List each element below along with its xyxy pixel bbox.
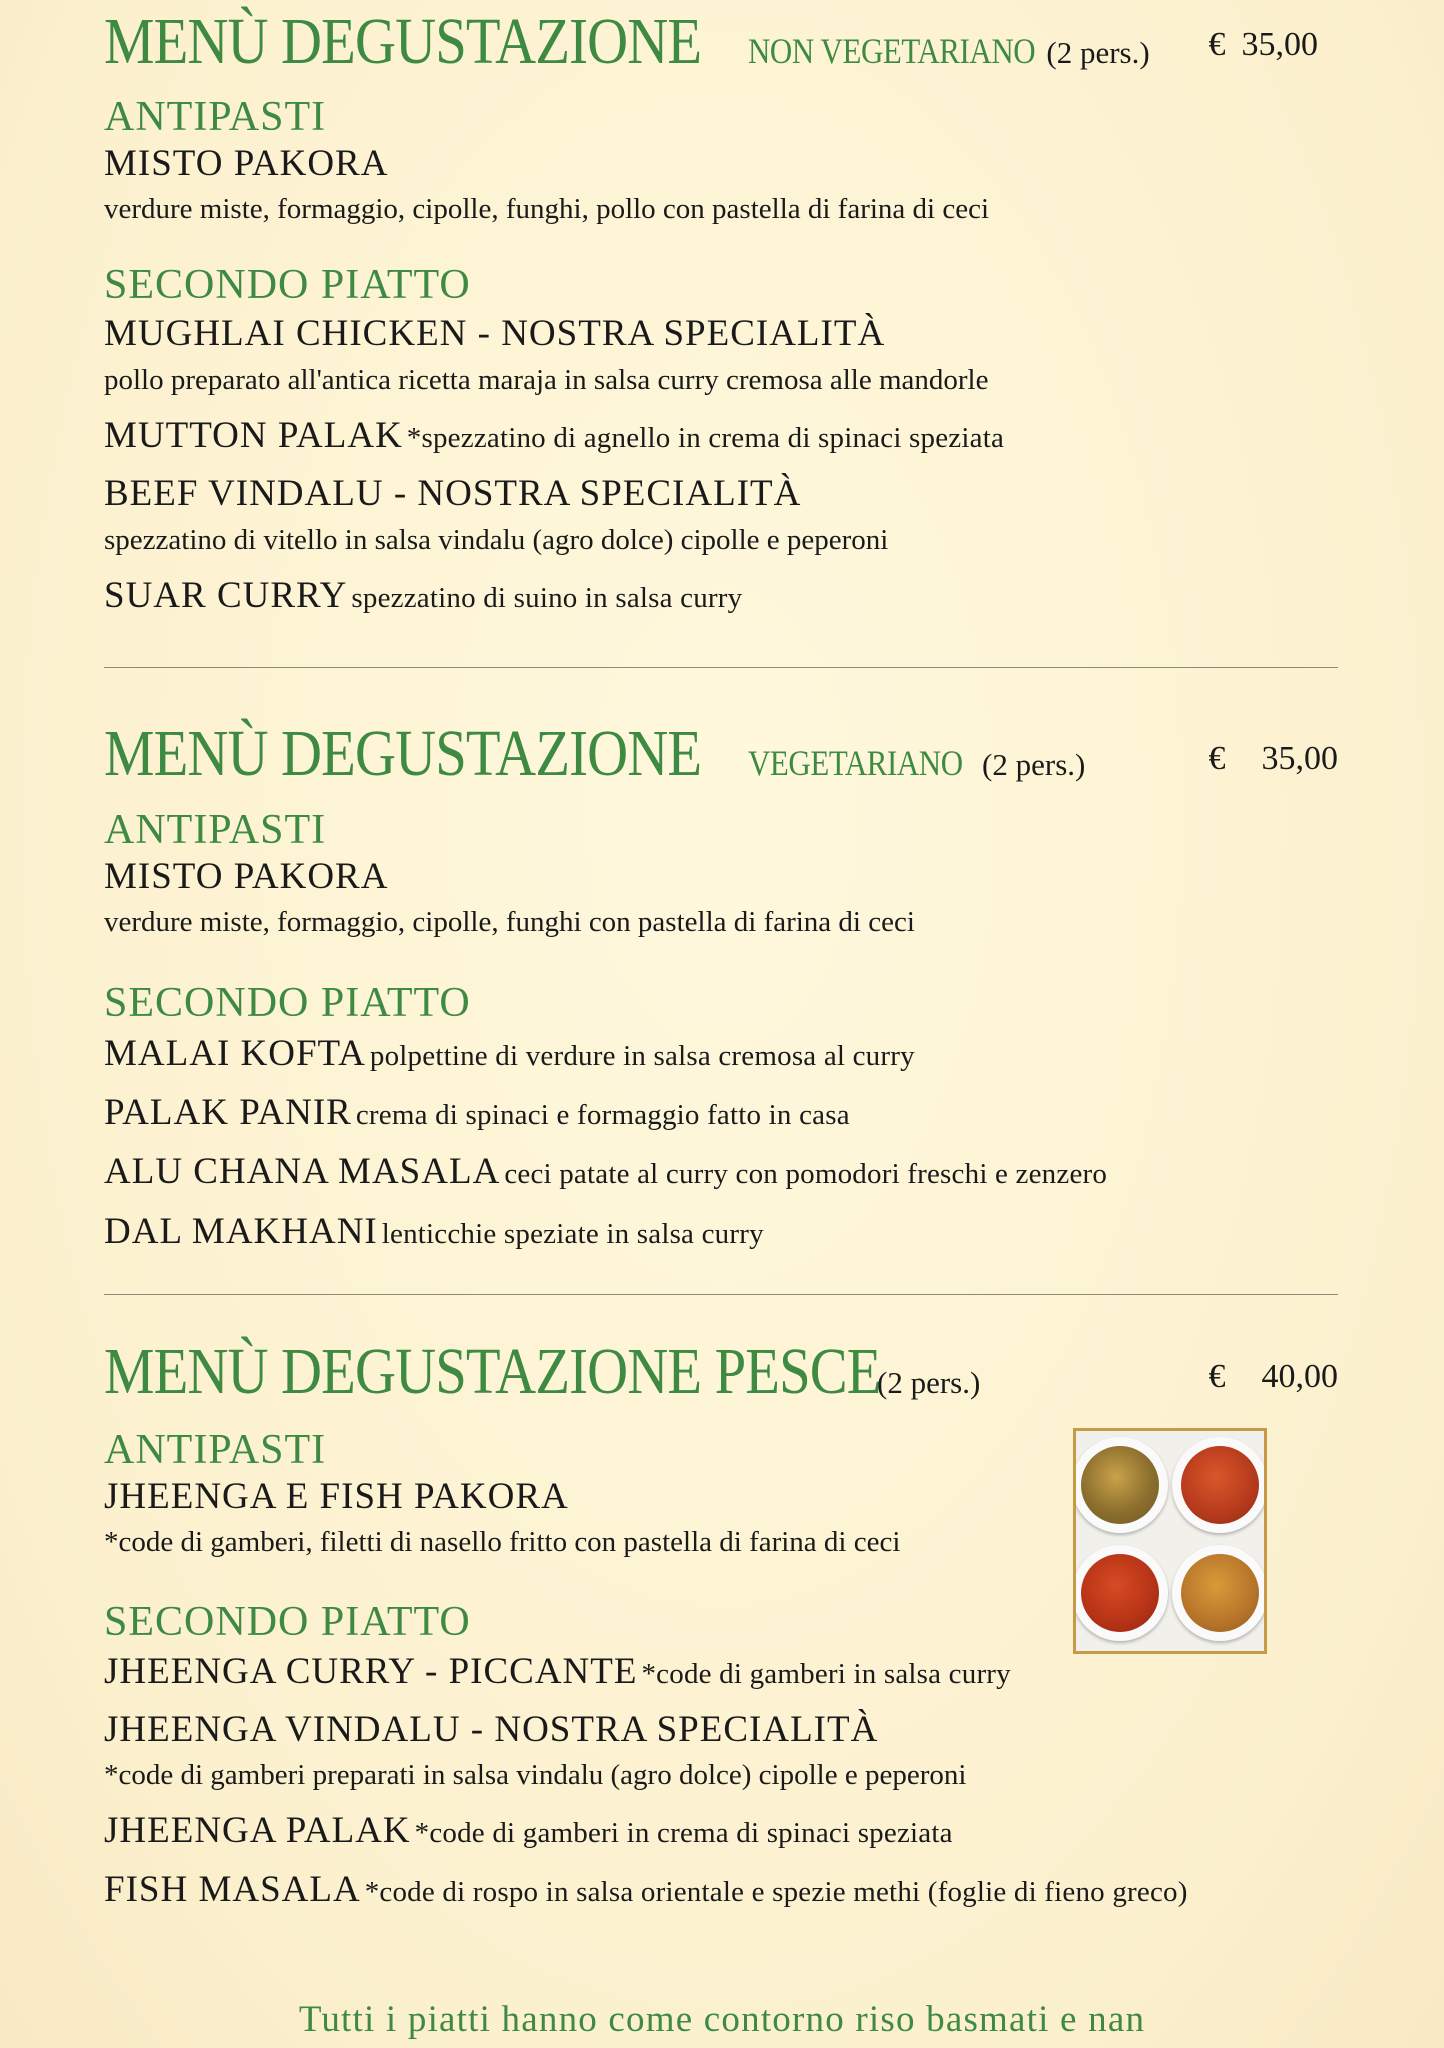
dish-name: FISH MASALA	[104, 1869, 361, 1910]
dish-row	[104, 414, 1004, 458]
menu-price	[1209, 1358, 1339, 1396]
dish-description: ceci patate al curry con pomodori freschi e zenzero	[504, 1158, 1108, 1190]
dish-name: MUGHLAI CHICKEN - NOSTRA SPECIALITÀ	[104, 313, 886, 354]
menu-subtitle: NON VEGETARIANO	[748, 31, 1036, 71]
menu-title: MENÙ DEGUSTAZIONE	[104, 717, 702, 790]
dish-name: DAL MAKHANI	[104, 1211, 378, 1252]
dish-row	[104, 1091, 850, 1135]
dish-name: SUAR CURRY	[104, 575, 348, 616]
course-antipasti-label: ANTIPASTI	[104, 94, 327, 140]
dish-row	[104, 1150, 1107, 1194]
curry-bowl-icon	[1172, 1545, 1267, 1641]
dish-row	[104, 1868, 1188, 1912]
dish-row	[104, 1650, 1011, 1694]
menu-title-row	[104, 716, 1085, 792]
price-value: 35,00	[1261, 740, 1338, 777]
menu-title-row	[104, 4, 1150, 80]
course-secondo-label: SECONDO PIATTO	[104, 1599, 471, 1645]
dish-description: pollo preparato all'antica ricetta maraja in salsa curry cremosa alle mandorle	[104, 364, 989, 396]
dish-description: verdure miste, formaggio, cipolle, funghi con pastella di farina di ceci	[104, 906, 915, 938]
dish-name: MUTTON PALAK	[104, 415, 403, 456]
dish-name: JHEENGA E FISH PAKORA	[104, 1476, 569, 1517]
food-photo	[1073, 1428, 1267, 1654]
dish-name: JHEENGA PALAK	[104, 1810, 411, 1851]
menu-persons: (2 pers.)	[982, 747, 1086, 782]
dish-description: *code di gamberi, filetti di nasello fritto con pastella di farina di ceci	[104, 1526, 901, 1558]
course-antipasti-label: ANTIPASTI	[104, 1427, 327, 1473]
course-secondo-label: SECONDO PIATTO	[104, 980, 471, 1026]
course-secondo-label: SECONDO PIATTO	[104, 262, 471, 308]
menu-persons: (2 pers.)	[877, 1365, 981, 1400]
menu-title: MENÙ DEGUSTAZIONE PESCE	[104, 1335, 881, 1408]
section-divider	[104, 1294, 1338, 1295]
dish-description: verdure miste, formaggio, cipolle, funghi, pollo con pastella di farina di ceci	[104, 193, 990, 225]
curry-bowl-icon	[1073, 1437, 1168, 1533]
dish-description: *code di gamberi in crema di spinaci speziata	[414, 1817, 953, 1849]
dish-name: MISTO PAKORA	[104, 856, 389, 897]
dish-name: JHEENGA VINDALU - NOSTRA SPECIALITÀ	[104, 1709, 879, 1750]
currency-symbol: €	[1208, 26, 1226, 63]
dish-name: MALAI KOFTA	[104, 1033, 366, 1074]
dish-name: JHEENGA CURRY - PICCANTE	[104, 1651, 638, 1692]
dish-description: lenticchie speziate in salsa curry	[381, 1218, 764, 1250]
menu-persons: (2 pers.)	[1046, 35, 1150, 70]
dish-description: *code di gamberi in salsa curry	[641, 1658, 1011, 1690]
dish-name: BEEF VINDALU - NOSTRA SPECIALITÀ	[104, 473, 802, 514]
section-divider	[104, 667, 1338, 668]
menu-title-row	[104, 1334, 980, 1410]
currency-symbol: €	[1208, 740, 1226, 777]
dish-name: ALU CHANA MASALA	[104, 1151, 501, 1192]
dish-description: spezzatino di vitello in salsa vindalu (agro dolce) cipolle e peperoni	[104, 524, 889, 556]
course-antipasti-label: ANTIPASTI	[104, 807, 327, 853]
dish-description: crema di spinaci e formaggio fatto in casa	[355, 1099, 850, 1131]
dish-row	[104, 1809, 953, 1853]
dish-name: PALAK PANIR	[104, 1092, 352, 1133]
dish-name: MISTO PAKORA	[104, 143, 389, 184]
dish-row	[104, 1210, 764, 1254]
dish-description: *code di rospo in salsa orientale e spezie methi (foglie di fieno greco)	[364, 1876, 1188, 1908]
dish-description: *code di gamberi preparati in salsa vindalu (agro dolce) cipolle e peperoni	[104, 1759, 967, 1791]
price-value: 40,00	[1261, 1358, 1338, 1395]
dish-description: polpettine di verdure in salsa cremosa al curry	[369, 1040, 915, 1072]
curry-bowl-icon	[1073, 1545, 1168, 1641]
menu-title: MENÙ DEGUSTAZIONE	[104, 5, 702, 78]
menu-subtitle: VEGETARIANO	[748, 743, 964, 783]
curry-bowl-icon	[1172, 1437, 1267, 1533]
menu-price	[1209, 740, 1339, 778]
price-value: 35,00	[1241, 26, 1318, 63]
dish-row	[104, 574, 742, 618]
dish-description: spezzatino di suino in salsa curry	[351, 582, 743, 614]
dish-row	[104, 1032, 915, 1076]
footer-note: Tutti i piatti hanno come contorno riso basmati e nan	[298, 1999, 1146, 2040]
currency-symbol: €	[1208, 1358, 1226, 1395]
menu-price	[1209, 26, 1319, 64]
dish-description: *spezzatino di agnello in crema di spinaci speziata	[406, 422, 1005, 454]
